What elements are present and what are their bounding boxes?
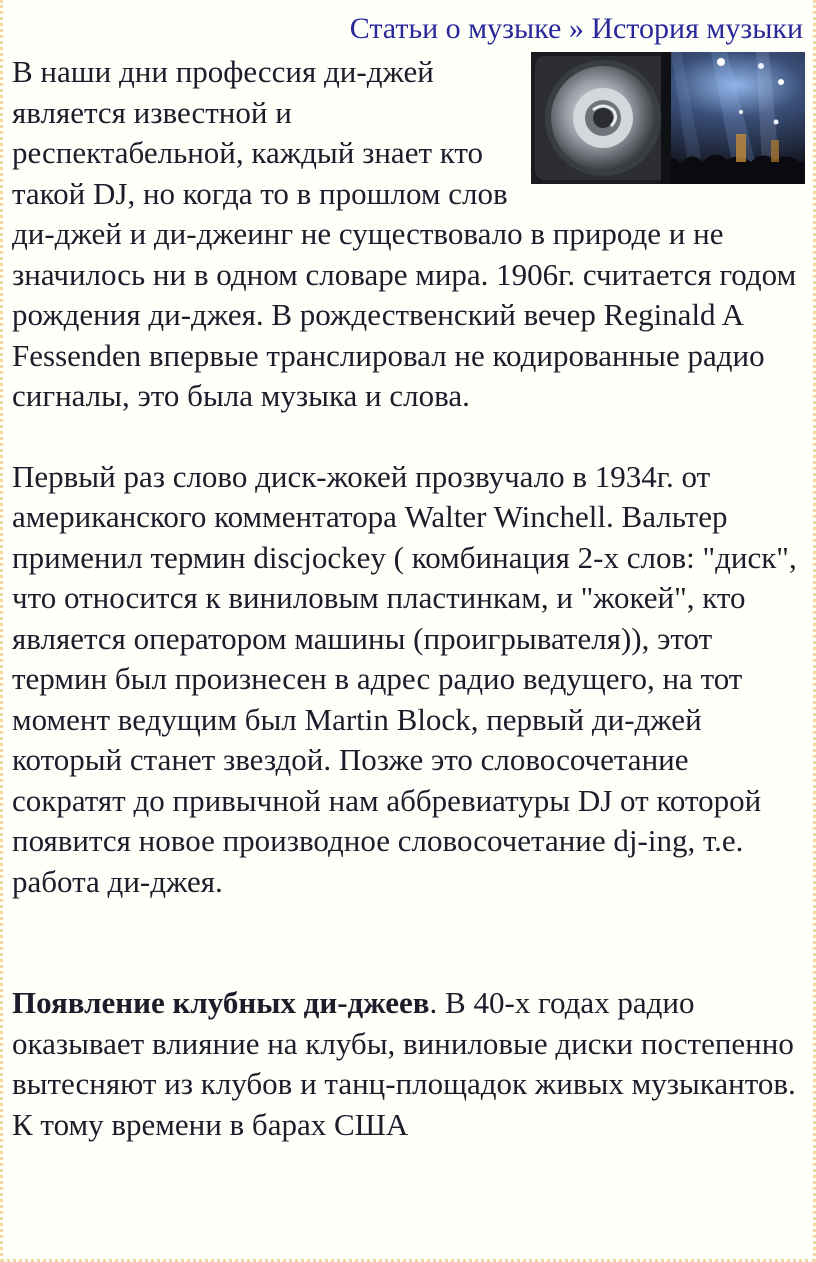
article-body [12,52,803,1145]
paragraph-club-djs-text: . В 40-х годах радио оказывает влияние на клубы, виниловые диски постепенно вытесняют из клубов и танц-площадок живых музыкантов. К тому времени в барах США [12,985,796,1142]
breadcrumb-link-articles[interactable]: Статьи о музыке [349,12,562,45]
paragraph-club-djs [12,983,803,1145]
dj-speaker-concert-image [531,52,805,184]
paragraph-spacer [12,417,803,457]
breadcrumb [12,0,803,46]
paragraph-disc-jockey: Первый раз слово диск-жокей прозвучало в 1934г. от американского комментатора Walter Winchell. Вальтер применил термин discjockey ( комбинация 2-х слов: "диск", что относится к виниловым пластинкам, и "жокей", кто является оператором машины (проигрывателя)), этот термин был произнесен в адрес радио ведущего, на тот момент ведущим был Martin Block, первый ди-джей который станет звездой. Позже это словосочетание сократят до привычной нам аббревиатуры DJ от которой появится новое производное словосочетание dj-ing, т.е. работа ди-джея. [12,458,797,899]
section-heading-club-djs: Появление клубных ди-джеев [12,985,430,1020]
paragraph-intro: В наши дни профессия ди-джей является известной и респектабельной, каждый знает кто такой DJ, но когда то в прошлом слов ди-джей и ди-джеинг не существовало в природе и не значилось ни в одном словаре мира. 1906г. считается годом рождения ди-джея. В рождественский вечер Reginald A Fessenden впервые транслировал не кодированные радио сигналы, это была музыка и слова. [12,54,797,413]
breadcrumb-separator: » [568,12,584,45]
paragraph-spacer [12,902,803,983]
breadcrumb-link-history[interactable]: История музыки [591,12,803,45]
